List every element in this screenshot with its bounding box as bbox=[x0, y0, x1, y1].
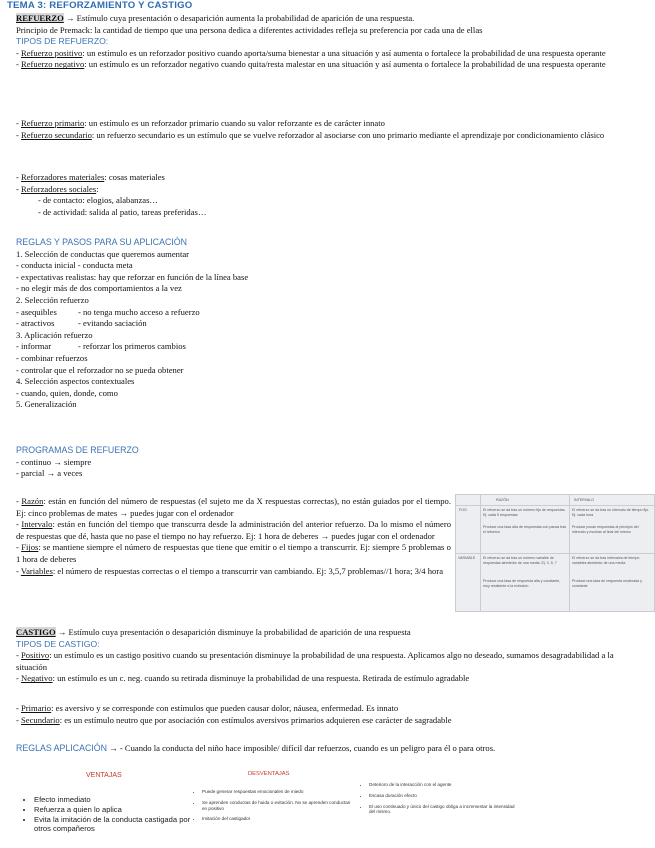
castigo-term: CASTIGO bbox=[16, 627, 56, 637]
reforzadores-materiales: - Reforzadores materiales: cosas materiales bbox=[16, 172, 165, 182]
tipos-castigo-heading: TIPOS DE CASTIGO: bbox=[16, 638, 100, 649]
desventajas-list-1 bbox=[190, 789, 354, 827]
programa-razon: - Razón: están en función del número de respuestas (el sujeto me da X respuestas correctas), no están guiados por el tiempo. Ej: cinco problemas de mates → puedes jugar con el ordenador bbox=[16, 496, 452, 518]
reglas-section bbox=[16, 237, 641, 411]
reglas-pair: - asequibles - no tenga mucho acceso a refuerzo bbox=[16, 306, 200, 317]
programas-heading: PROGRAMAS DE REFUERZO bbox=[16, 445, 139, 455]
reglas-line: 5. Generalización bbox=[16, 399, 77, 410]
reglas-line: 4. Selección aspectos contextuales bbox=[16, 376, 135, 387]
refuerzo-positivo: - Refuerzo positivo: un estímulo es un reforzador positivo cuando aporta/suma bienestar a una situación y así aumenta o fortalece la probabilidad de una respuesta operante bbox=[16, 47, 606, 58]
refuerzo-secundario: - Refuerzo secundario: un refuerzo secundario es un estímulo que se vuelve reforzador al asociarse con uno primario mediante el aprendizaje por condicionamiento clásico bbox=[16, 129, 605, 140]
desventajas-heading: DESVENTAJAS bbox=[248, 771, 290, 777]
table-row-variable: VARIABLE bbox=[458, 556, 476, 560]
table-cell: El refuerzo se da tras un intervalo de tiempo fijo. Ej: cada hora bbox=[572, 508, 650, 517]
reglas-line: 3. Aplicación refuerzo bbox=[16, 329, 93, 340]
table-cell: El refuerzo se da tras intervalos de tiempo variables alrededor de una media bbox=[572, 556, 640, 565]
reforzadores-sociales: - Reforzadores sociales: bbox=[16, 183, 99, 194]
table-cell: Produce una tasa de respuesta moderada y constante bbox=[572, 579, 642, 588]
reglas-heading: REGLAS Y PASOS PARA SU APLICACIÓN bbox=[16, 237, 187, 247]
castigo-secundario: - Secundario: es un estímulo neutro que por asociación con estímulos aversivos primarios adquieren ese carácter de sagradable bbox=[16, 714, 452, 725]
premack-principle: Principio de Premack: la cantidad de tiempo que una persona dedica a diferentes actividades refleja su preferencia por cada una de ellas bbox=[16, 24, 483, 35]
desventajas-list-2 bbox=[357, 782, 519, 820]
programa-continuo: - continuo → siempre bbox=[16, 456, 92, 467]
castigo-reglas: REGLAS APLICACIÓN → - Cuando la conducta del niño hace imposible/ difícil dar refuerzos, cuando es un peligro para él o para otros. bbox=[16, 743, 496, 753]
table-header-intervalo: INTERVALO bbox=[574, 498, 595, 502]
reglas-line: 1. Selección de conductas que queremos aumentar bbox=[16, 248, 190, 259]
document-title: TEMA 3: REFORZAMIENTO Y CASTIGO bbox=[7, 0, 193, 11]
list-item: • El uso continuado y único del castigo obliga a incrementar la intensidad del mismo. bbox=[369, 804, 519, 816]
arrow-icon: → bbox=[65, 13, 75, 23]
reglas-line: - conducta inicial - conducta meta bbox=[16, 260, 133, 271]
castigo-primario-secundario bbox=[16, 703, 641, 726]
programas-section bbox=[16, 445, 641, 480]
arrow-icon: → bbox=[57, 627, 67, 637]
castigo-reglas-heading: REGLAS APLICACIÓN bbox=[16, 743, 107, 753]
refuerzo-primario: - Refuerzo primario: un estímulo es un reforzador primario cuando su valor reforzante es de carácter innato bbox=[16, 118, 385, 128]
reglas-line: - controlar que el reforzador no se pueda obtener bbox=[16, 364, 184, 375]
castigo-section bbox=[16, 627, 641, 685]
refuerzo-negativo: - Refuerzo negativo: un estímulo es un reforzador negativo cuando quita/resta malestar en una situación y así aumenta o fortalece la probabilidad de una respuesta operante bbox=[16, 59, 606, 70]
refuerzo-definition: REFUERZO → Estímulo cuya presentación o desaparición aumenta la probabilidad de aparición de una respuesta. bbox=[16, 13, 415, 23]
refuerzo-primario-secundario bbox=[16, 118, 641, 141]
reglas-line: - cuando, quien, donde, como bbox=[16, 387, 118, 398]
programa-intervalo: - Intervalo: están en función del tiempo que transcurra desde la administración del anterior refuerzo. Da lo mismo el número de respuestas que dé, hasta que no pase el tiempo no hay refuerzo. Ej: 1 hora de deberes → puedes jugar con el ordenador bbox=[16, 519, 451, 541]
arrow-icon: → bbox=[109, 743, 118, 753]
list-item: • Puede generar respuestas emocionales de miedo bbox=[202, 789, 354, 795]
reforzadores-section bbox=[16, 172, 641, 218]
programa-fijos: - Fijos: se mantiene siempre el número de respuestas que tiene que emitir o el tiempo a transcurrir. Ej: siempre 5 problemas o 1 hora de deberes bbox=[16, 542, 451, 564]
refuerzo-term: REFUERZO bbox=[16, 13, 64, 23]
reglas-pair: - informar - reforzar los primeros cambios bbox=[16, 341, 186, 352]
programa-variables: - Variables: el número de respuestas correctas o el tiempo a transcurrir van cambiando. Ej: 3,5,7 problemas//1 hora; 3/4 hora bbox=[16, 565, 444, 576]
refuerzo-section bbox=[16, 13, 641, 71]
reglas-line: 2. Selección refuerzo bbox=[16, 294, 89, 305]
table-cell: Produce pocas respuestas al principio del intervalo y muchas al final del mismo bbox=[572, 525, 639, 534]
tipos-refuerzo-heading: TIPOS DE REFUERZO: bbox=[16, 36, 109, 47]
reforzadores-actividad: - de actividad: salida al patio, tareas preferidas… bbox=[38, 206, 207, 217]
list-item: • Evita la imitación de la conducta castigada por otros compañeros bbox=[34, 815, 194, 833]
list-item: • Refuerza a quien lo aplica bbox=[34, 805, 194, 814]
list-item: • Escasa duración efecto bbox=[369, 793, 519, 799]
list-item: • Imitación del castigador bbox=[202, 816, 354, 822]
programas-tipos bbox=[16, 496, 451, 577]
list-item: • Se aprenden conductas de huida o evitación. No se aprenden conductas en positivo bbox=[202, 800, 354, 812]
list-item: • Deterioro de la interacción con el agente bbox=[369, 782, 519, 788]
reglas-line: - expectativas realistas: hay que reforzar en función de la línea base bbox=[16, 271, 249, 282]
table-cell: El refuerzo se da tras un número fijo de respuestas. Ej: cada 5 respuestas bbox=[483, 508, 566, 517]
castigo-definition: CASTIGO → Estímulo cuya presentación o desaparición disminuye la probabilidad de aparición de una respuesta bbox=[16, 627, 411, 637]
ventajas-list bbox=[22, 795, 194, 834]
programas-table bbox=[455, 494, 655, 612]
reglas-line: - no elegir más de dos comportamientos a la vez bbox=[16, 283, 182, 294]
table-header-razon: RAZÓN bbox=[496, 498, 509, 502]
castigo-negativo: - Negativo: un estímulo es un c. neg. cuando su retirada disminuye la probabilidad de una respuesta. Retirada de estímulo agradable bbox=[16, 673, 470, 684]
castigo-primario: - Primario: es aversivo y se corresponde con estímulos que pueden causar dolor, náusea, enfermedad. Es innato bbox=[16, 703, 399, 713]
reglas-pair: - atractivos - evitando saciación bbox=[16, 318, 147, 329]
table-cell: El refuerzo se da tras un número variable de respuestas alrededor de una media. Ej: 3, 5, 7 bbox=[483, 556, 557, 565]
reforzadores-contacto: - de contacto: elogios, alabanzas… bbox=[38, 195, 159, 206]
table-divider bbox=[456, 553, 654, 554]
list-item: • Efecto inmediato bbox=[34, 795, 194, 804]
table-cell: Produce una tasa de respuesta alta y constante, muy resistente a la extinción bbox=[483, 579, 561, 588]
table-divider bbox=[456, 505, 654, 506]
reglas-line: - combinar refuerzos bbox=[16, 352, 88, 363]
programa-parcial: - parcial → a veces bbox=[16, 468, 83, 479]
ventajas-heading: VENTAJAS bbox=[86, 772, 122, 779]
table-cell: Produce una tasa alta de respuestas con pausa tras el refuerzo bbox=[483, 525, 567, 534]
table-row-fijo: FIJO bbox=[459, 508, 467, 512]
castigo-positivo: - Positivo: un estímulo es un castigo positivo cuando su presentación disminuye la probabilidad de una respuesta. Aplicamos algo no deseado, sumamos desagradabilidad a la situación bbox=[16, 650, 614, 672]
